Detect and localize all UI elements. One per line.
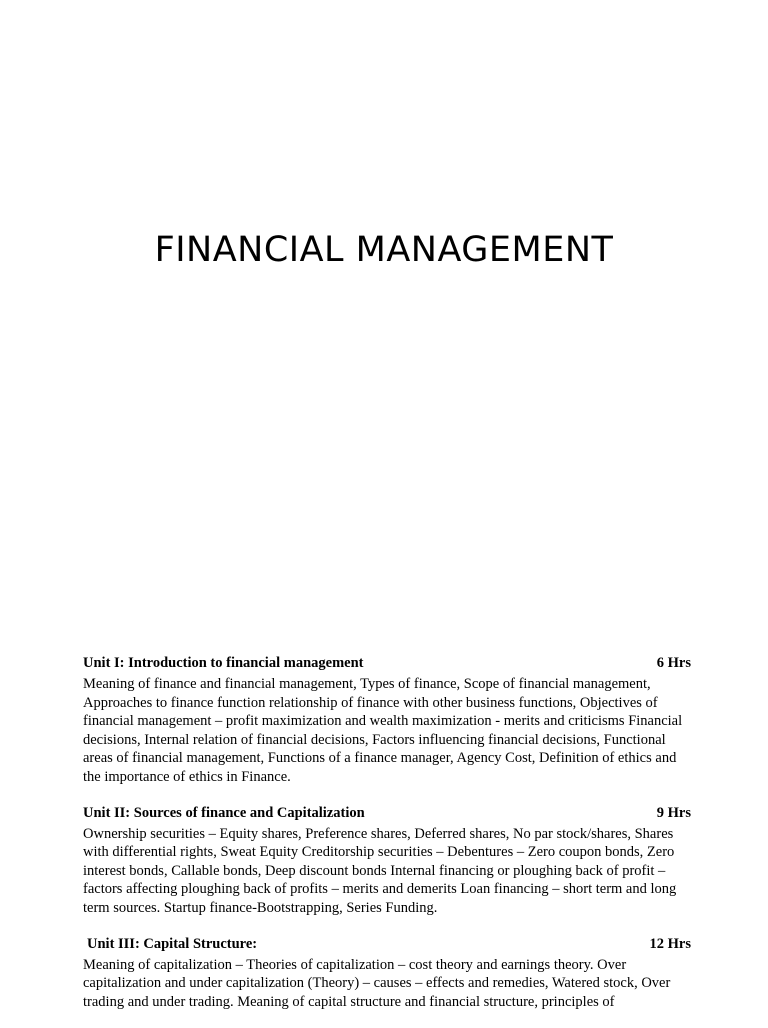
unit-body: Ownership securities – Equity shares, Preference shares, Deferred shares, No par stock/shares, Shares with differential rights, Sweat Equity Creditorship securities – Debentures – Zero coupon bonds, Zero interest bonds, Callable bonds, Deep discount bonds Internal financing or ploughing back of profit – factors affecting ploughing back of profits – merits and demerits Loan financing – short term and long term sources. Startup finance-Bootstrapping, Series Funding. bbox=[83, 825, 677, 916]
syllabus-units bbox=[83, 654, 695, 1028]
unit-header bbox=[83, 654, 695, 673]
unit-heading: Unit III: Capital Structure: bbox=[87, 935, 258, 952]
unit-section bbox=[83, 654, 695, 787]
unit-heading: Unit I: Introduction to financial management bbox=[83, 655, 364, 671]
unit-hours: 6 Hrs bbox=[656, 655, 691, 671]
unit-header bbox=[83, 935, 695, 954]
unit-header bbox=[83, 804, 695, 823]
unit-hours: 12 Hrs bbox=[649, 935, 691, 952]
unit-body: Meaning of capitalization – Theories of capitalization – cost theory and earnings theory. Over capitalization and under capitalization (Theory) – causes – effects and remedies, Watered stock, Over trading and under trading. Meaning of capital structure and financial structure, principles of bbox=[83, 956, 671, 1010]
page-title: FINANCIAL MANAGEMENT bbox=[154, 230, 614, 270]
unit-hours: 9 Hrs bbox=[656, 804, 691, 821]
unit-heading: Unit II: Sources of finance and Capitalization bbox=[83, 804, 365, 821]
unit-body: Meaning of finance and financial management, Types of finance, Scope of financial management, Approaches to finance function relationship of finance with other business functions, Objectives of financial management – profit maximization and wealth maximization - merits and criticisms Financial decisions, Internal relation of financial decisions, Factors influencing financial decisions, Functional areas of financial management, Functions of a finance manager, Agency Cost, Definition of ethics and the importance of ethics in Finance. bbox=[83, 676, 683, 785]
unit-section bbox=[83, 804, 695, 918]
unit-section bbox=[83, 935, 695, 1012]
